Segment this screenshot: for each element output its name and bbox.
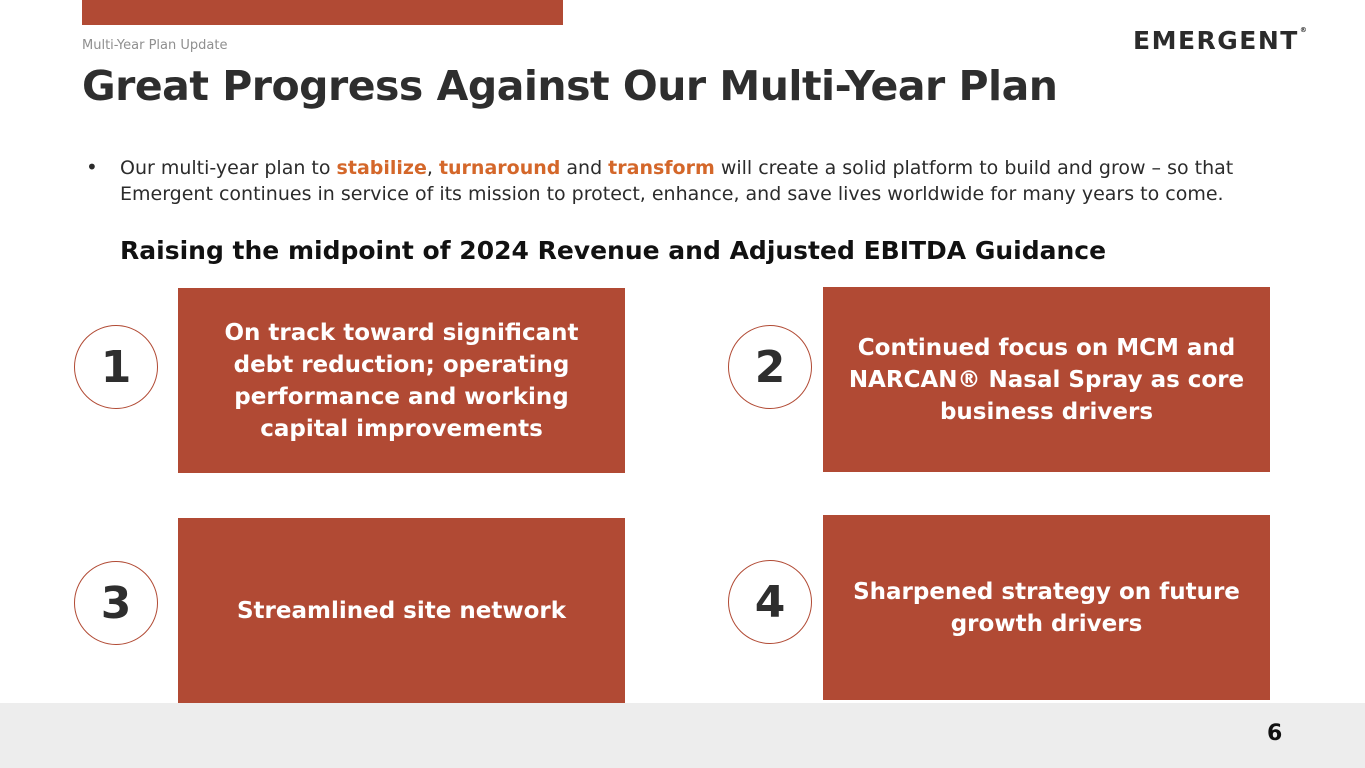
bullet-dot-icon: • xyxy=(86,155,98,179)
plan-bullet xyxy=(86,155,1316,207)
logo-text: EMERGENT xyxy=(1133,26,1299,55)
footer-band xyxy=(0,703,1365,768)
card-1-text: On track toward significant debt reduction; operating performance and working capital improvements xyxy=(224,319,579,442)
card-4 xyxy=(823,515,1270,700)
highlight-stabilize: stabilize xyxy=(336,157,427,179)
page-number: 6 xyxy=(1267,721,1283,746)
number-badge-2: 2 xyxy=(728,325,812,409)
bullet-text xyxy=(120,155,1316,207)
bullet-text-part4: will create a solid platform to build and grow – so that Emergent continues in service of its mission to protect, enhance, and save lives worldwide for many years to come. xyxy=(120,157,1234,205)
section-label: Multi-Year Plan Update xyxy=(82,38,228,53)
card-1 xyxy=(178,288,625,473)
highlight-turnaround: turnaround xyxy=(438,157,561,179)
highlight-transform: transform xyxy=(608,157,715,179)
top-accent-bar xyxy=(82,0,563,25)
number-badge-1: 1 xyxy=(74,325,158,409)
bullet-text-part1: Our multi-year plan to xyxy=(120,157,337,179)
number-badge-4: 4 xyxy=(728,560,812,644)
number-badge-3: 3 xyxy=(74,561,158,645)
page-title: Great Progress Against Our Multi-Year Plan xyxy=(82,62,1058,110)
card-3 xyxy=(178,518,625,703)
bullet-text-part3: and xyxy=(560,157,609,179)
card-4-text: Sharpened strategy on future growth drivers xyxy=(853,578,1240,637)
bullet-text-part2: , xyxy=(426,157,439,179)
card-2-text: Continued focus on MCM and NARCAN® Nasal Spray as core business drivers xyxy=(848,334,1245,425)
logo-trademark: ® xyxy=(1299,26,1307,34)
card-3-text: Streamlined site network xyxy=(236,597,567,624)
emergent-logo xyxy=(1133,26,1307,55)
guidance-subhead: Raising the midpoint of 2024 Revenue and Adjusted EBITDA Guidance xyxy=(120,236,1107,265)
card-2 xyxy=(823,287,1270,472)
